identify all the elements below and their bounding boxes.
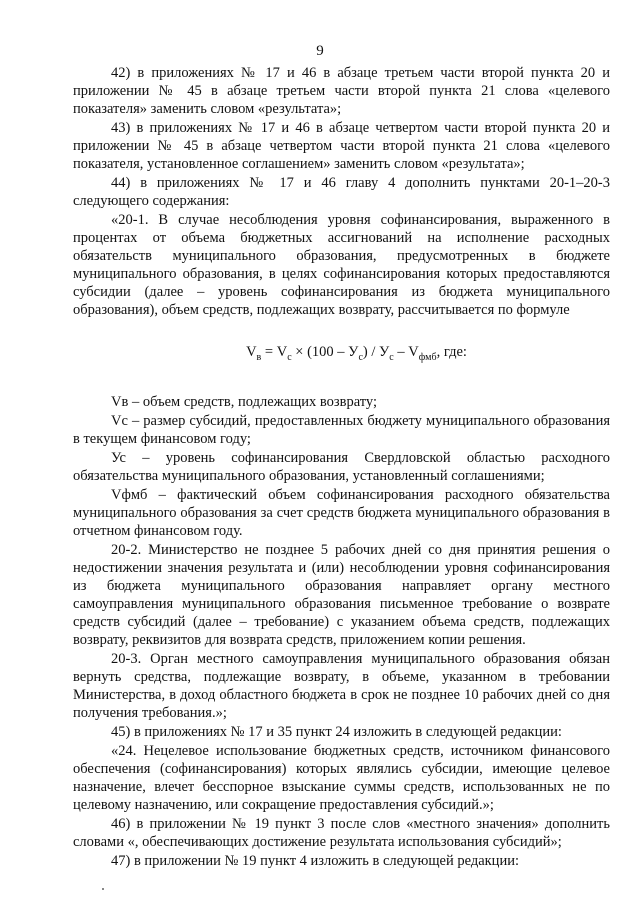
paragraph-47: 47) в приложении № 19 пункт 4 изложить в следующей редакции: bbox=[111, 852, 519, 869]
paragraph-44: 44) в приложениях № 17 и 46 главу 4 дополнить пунктами 20-1–20-3 следующего содержания: bbox=[73, 175, 610, 209]
paragraph-20-1: «20-1. В случае несоблюдения уровня софинансирования, выраженного в процентах от объема бюджетных ассигнований на исполнение расходных обязательств муниципального образования, предусмотренных в бюджете муниципального образования, в целях софинансирования которых предоставляются субсидии (далее – уровень софинансирования из бюджета муниципального образования), объем средств, подлежащих возврату, рассчитывается по формуле bbox=[73, 212, 610, 318]
definition-vc: Vс – размер субсидий, предоставленных бюджету муниципального образования в текущем финансовом году; bbox=[73, 412, 610, 447]
paragraph-20-3: 20-3. Орган местного самоуправления муниципального образования обязан вернуть средства, подлежащие возврату, в объеме, указанном в требовании Министерства, в доход областного бюджета в срок не позднее 10 рабочих дней со дня получения требования.»; bbox=[73, 650, 610, 721]
formula-mid2: ) / У bbox=[362, 344, 390, 360]
paragraph-24: «24. Нецелевое использование бюджетных средств, источником финансового обеспечения (софинансирования) которых являлись субсидии, имеющие целевое назначение, влечет бесспорное взыскание суммы средств, использованных не по целевому назначению, или сокращение предоставления субсидий.»; bbox=[73, 742, 610, 813]
definition-vv: Vв – объем средств, подлежащих возврату; bbox=[111, 393, 378, 410]
refund-formula bbox=[73, 343, 610, 367]
page-number: 9 bbox=[316, 43, 324, 59]
paragraph-45: 45) в приложениях № 17 и 35 пункт 24 изложить в следующей редакции: bbox=[111, 723, 562, 740]
formula-vc-sub: с bbox=[287, 351, 292, 363]
formula-uc2-sub: с bbox=[389, 351, 394, 363]
paragraph-42: 42) в приложениях № 17 и 46 в абзаце третьем части второй пункта 20 и приложении № 45 в абзаце третьем части второй пункта 21 слова «целевого показателя» заменить словом «результата»; bbox=[73, 65, 610, 117]
formula-uc-sub: с bbox=[358, 351, 363, 363]
formula-vc: V bbox=[276, 344, 288, 360]
paragraph-46: 46) в приложении № 19 пункт 3 после слов «местного значения» дополнить словами «, обеспечивающих достижение результата использования субсидий»; bbox=[73, 815, 610, 850]
formula-tail: , где: bbox=[436, 344, 467, 360]
definition-uc: Ус – уровень софинансирования Свердловской областью расходного обязательства муниципального образования, установленный соглашениями; bbox=[73, 449, 610, 484]
formula-minus: – V bbox=[393, 344, 419, 360]
definition-vfmb: Vфмб – фактический объем софинансирования расходного обязательства муниципального образования за счет средств бюджета муниципального образования в отчетном финансовом году. bbox=[73, 486, 610, 539]
formula-mid: × (100 – У bbox=[291, 344, 359, 360]
formula-eq: = bbox=[261, 344, 277, 360]
document-body bbox=[73, 64, 610, 871]
paragraph-20-2: 20-2. Министерство не позднее 5 рабочих дней со дня принятия решения о недостижении значения результата и (или) несоблюдении уровня софинансирования из бюджета муниципального образования направляет органу местного самоуправления муниципального образования письменное требование о возврате средств субсидий (далее – требование) с указанием объема средств, подлежащих возврату, реквизитов для возврата средств, приложением копии решения. bbox=[73, 541, 610, 648]
formula-vf-sub: фмб bbox=[418, 351, 437, 363]
formula-v: V bbox=[246, 344, 257, 360]
formula-v-sub: в bbox=[256, 351, 262, 363]
scan-speck bbox=[102, 888, 104, 890]
paragraph-43: 43) в приложениях № 17 и 46 в абзаце четвертом части второй пункта 20 и приложении № 45 в абзаце четвертом части второй пункта 21 слова «целевого показателя, установленное соглашением» заменить словом «результата»; bbox=[73, 120, 610, 172]
